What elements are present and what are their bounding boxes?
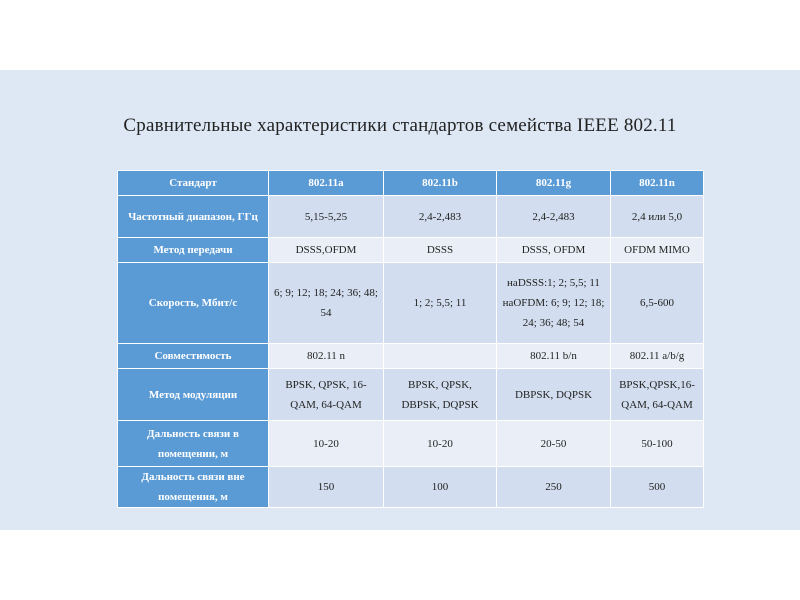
- table-cell: BPSK, QPSK, 16-QAM, 64-QAM: [269, 369, 384, 421]
- comparison-table: [117, 170, 704, 508]
- table-cell: DBPSK, DQPSK: [497, 369, 611, 421]
- row-label: Скорость, Мбит/с: [118, 263, 269, 344]
- table-cell: DSSS,OFDM: [269, 238, 384, 263]
- table-cell: 2,4-2,483: [497, 196, 611, 238]
- row-label: Дальность связи вне помещения, м: [118, 467, 269, 508]
- table-cell: 500: [611, 467, 704, 508]
- table-cell: 1; 2; 5,5; 11: [384, 263, 497, 344]
- table-cell: 10-20: [384, 421, 497, 467]
- slide-title: Сравнительные характеристики стандартов семейства IEEE 802.11: [123, 115, 677, 136]
- table-cell: 2,4 или 5,0: [611, 196, 704, 238]
- table-row: [118, 263, 704, 344]
- table-cell: BPSK, QPSK, DBPSK, DQPSK: [384, 369, 497, 421]
- table-cell: OFDM MIMO: [611, 238, 704, 263]
- table-row: [118, 421, 704, 467]
- header-cell: 802.11a: [269, 171, 384, 196]
- table-cell: 802.11 n: [269, 344, 384, 369]
- table-cell: BPSK,QPSK,16-QAM, 64-QAM: [611, 369, 704, 421]
- table-cell: 5,15-5,25: [269, 196, 384, 238]
- header-cell: 802.11b: [384, 171, 497, 196]
- table-cell: 250: [497, 467, 611, 508]
- table-row: [118, 467, 704, 508]
- table-cell: 2,4-2,483: [384, 196, 497, 238]
- table-cell: DSSS, OFDM: [497, 238, 611, 263]
- row-label: Частотный диапазон, ГГц: [118, 196, 269, 238]
- header-cell: Стандарт: [118, 171, 269, 196]
- row-label: Совместимость: [118, 344, 269, 369]
- table-cell: наDSSS:1; 2; 5,5; 11 наOFDM: 6; 9; 12; 18; 24; 36; 48; 54: [497, 263, 611, 344]
- table-cell: 50-100: [611, 421, 704, 467]
- table-row: [118, 344, 704, 369]
- table-cell: 802.11 a/b/g: [611, 344, 704, 369]
- table-cell: 6,5-600: [611, 263, 704, 344]
- header-cell: 802.11g: [497, 171, 611, 196]
- header-cell: 802.11n: [611, 171, 704, 196]
- row-label: Метод передачи: [118, 238, 269, 263]
- row-label: Дальность связи в помещении, м: [118, 421, 269, 467]
- table-cell: 150: [269, 467, 384, 508]
- table-header-row: [118, 171, 704, 196]
- table-row: [118, 369, 704, 421]
- table-cell: 100: [384, 467, 497, 508]
- table-cell: 802.11 b/n: [497, 344, 611, 369]
- table-cell: [384, 344, 497, 369]
- table-cell: 6; 9; 12; 18; 24; 36; 48; 54: [269, 263, 384, 344]
- table-cell: DSSS: [384, 238, 497, 263]
- table-cell: 10-20: [269, 421, 384, 467]
- row-label: Метод модуляции: [118, 369, 269, 421]
- table-row: [118, 238, 704, 263]
- table-cell: 20-50: [497, 421, 611, 467]
- table-row: [118, 196, 704, 238]
